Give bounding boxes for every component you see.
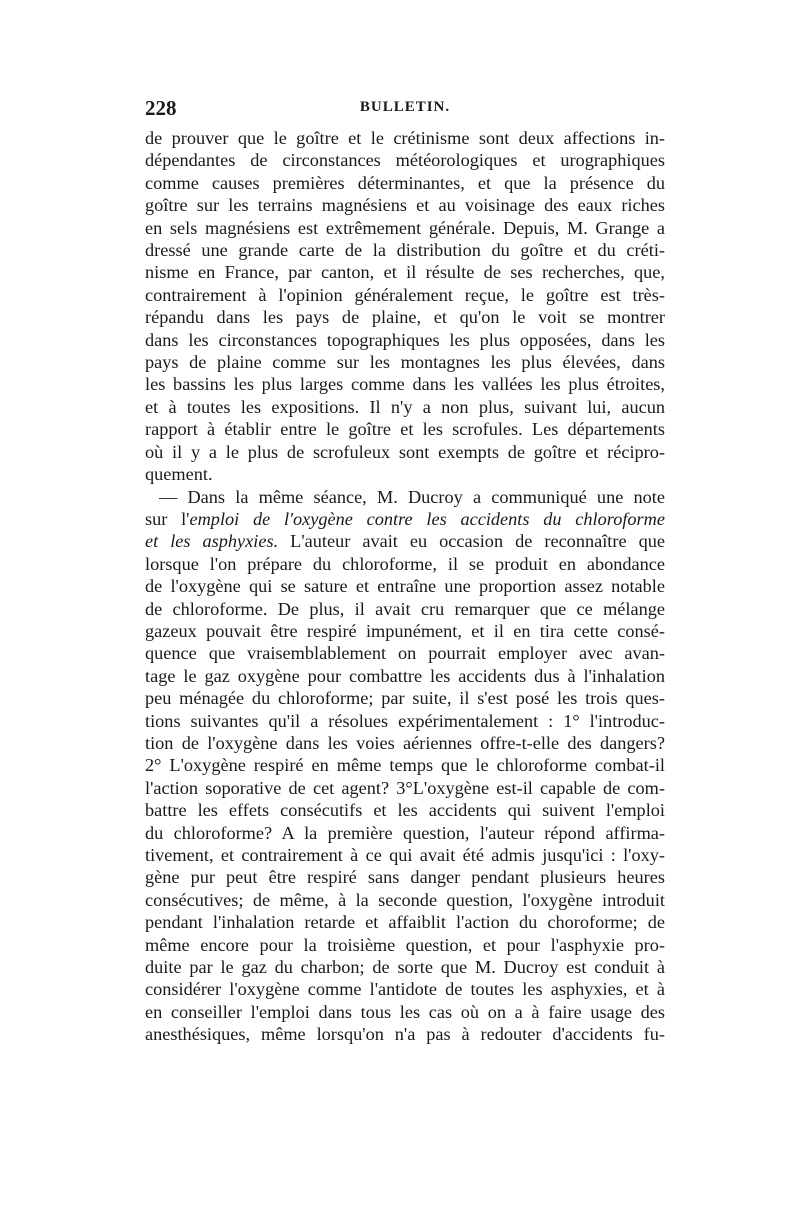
text-line: en sels magnésiens est extrêmement générale. Depuis, M. Grange a xyxy=(145,217,665,238)
text-line: du chloroforme? A la première question, l'auteur répond affirma- xyxy=(145,822,665,843)
text-line: de l'oxygène qui se sature et entraîne une proportion assez notable xyxy=(145,576,665,597)
text-fragment: L'auteur avait eu occasion de reconnaître que xyxy=(278,531,665,552)
text-line: en conseiller l'emploi dans tous les cas où on a à faire usage des xyxy=(145,1001,665,1022)
page-header xyxy=(145,96,665,122)
text-line: rapport à établir entre le goître et les scrofules. Les départements xyxy=(145,419,665,440)
text-fragment: sur l' xyxy=(145,508,190,529)
running-head: BULLETIN. xyxy=(359,99,451,115)
text-line: considérer l'oxygène comme l'antidote de toutes les asphyxies, et à xyxy=(145,979,665,1000)
text-line: anesthésiques, même lorsqu'on n'a pas à redouter d'accidents fu- xyxy=(145,1024,665,1045)
text-line xyxy=(145,530,665,552)
text-line: et à toutes les expositions. Il n'y a non plus, suivant lui, aucun xyxy=(145,396,665,417)
text-line: dressé une grande carte de la distribution du goître et du créti- xyxy=(145,240,665,261)
paragraph-ducroy xyxy=(145,486,665,1046)
text-line: contrairement à l'opinion généralement reçue, le goître est très- xyxy=(145,284,665,305)
text-line: — Dans la même séance, M. Ducroy a communiqué une note xyxy=(159,486,665,507)
text-line: même encore pour la troisième question, et pour l'asphyxie pro- xyxy=(145,934,665,955)
text-line: 2° L'oxygène respiré en même temps que le chloroforme combat-il xyxy=(145,755,665,776)
text-line: gazeux pouvait être respiré impunément, et il en tira cette consé- xyxy=(145,620,665,641)
text-line: quement. xyxy=(145,464,213,485)
text-line: quence que vraisemblablement on pourrait employer avec avan- xyxy=(145,643,665,664)
text-line: tions suivantes qu'il a résolues expérimentalement : 1° l'introduc- xyxy=(145,710,665,731)
text-line: nisme en France, par canton, et il résulte de ses recherches, que, xyxy=(145,262,665,283)
text-line: lorsque l'on prépare du chloroforme, il se produit en abondance xyxy=(145,553,665,574)
paragraph-goitre xyxy=(145,127,665,486)
text-line: tivement, et contrairement à ce qui avait été admis jusqu'ici : l'oxy- xyxy=(145,845,665,865)
text-line: dans les circonstances topographiques les plus opposées, dans les xyxy=(145,329,665,350)
text-line: battre les effets consécutifs et les accidents qui suivent l'emploi xyxy=(145,800,665,821)
italic-title: emploi de l'oxygène contre les accidents du chloroforme xyxy=(189,508,665,529)
text-line: tage le gaz oxygène pour combattre les accidents dus à l'inhalation xyxy=(145,665,665,686)
italic-title: et les asphyxies. xyxy=(145,531,279,552)
text-line: dépendantes de circonstances météorologiques et urographiques xyxy=(145,150,665,171)
text-line: les bassins les plus larges comme dans les vallées les plus étroites, xyxy=(145,374,665,395)
text-line: peu ménagée du chloroforme; par suite, il s'est posé les trois ques- xyxy=(145,688,665,709)
text-line xyxy=(145,508,665,530)
text-line: de prouver que le goître et le crétinisme sont deux affections in- xyxy=(145,128,665,148)
text-line: pays de plaine comme sur les montagnes les plus élevées, dans xyxy=(145,352,665,373)
text-line: répandu dans les pays de plaine, et qu'on le voit se montrer xyxy=(145,307,665,328)
body-text xyxy=(145,127,665,1046)
text-line: tion de l'oxygène dans les voies aériennes offre-t-elle des dangers? xyxy=(145,732,665,753)
text-line: consécutives; de même, à la seconde question, l'oxygène introduit xyxy=(145,889,665,910)
text-line: de chloroforme. De plus, il avait cru remarquer que ce mélange xyxy=(145,598,665,619)
text-line: pendant l'inhalation retarde et affaiblit l'action du choroforme; de xyxy=(145,912,665,933)
text-line: gène pur peut être respiré sans danger pendant plusieurs heures xyxy=(145,867,665,888)
text-line: où il y a le plus de scrofuleux sont exempts de goître et récipro- xyxy=(145,441,665,462)
text-line: l'action soporative de cet agent? 3°L'oxygène est-il capable de com- xyxy=(145,777,665,798)
text-line: goître sur les terrains magnésiens et au voisinage des eaux riches xyxy=(145,195,665,216)
text-line: duite par le gaz du charbon; de sorte que M. Ducroy est conduit à xyxy=(145,957,665,978)
text-line: comme causes premières déterminantes, et que la présence du xyxy=(145,172,665,193)
page-number: 228 xyxy=(145,96,177,120)
